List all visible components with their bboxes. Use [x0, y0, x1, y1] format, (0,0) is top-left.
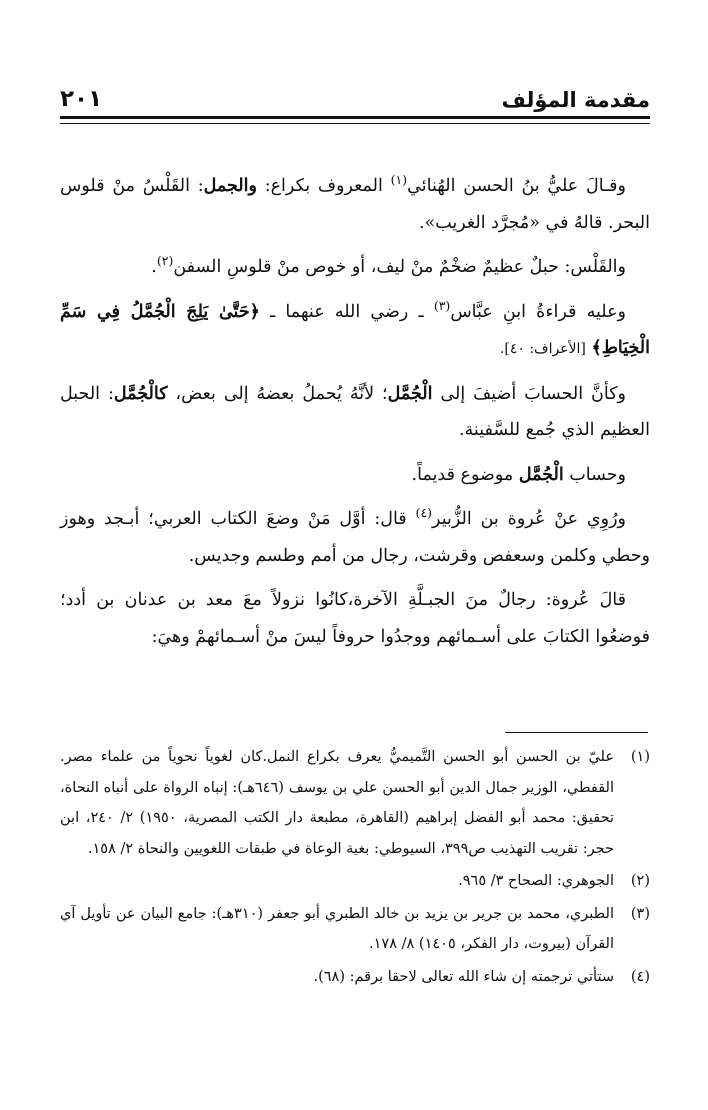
page-number: ٢٠١ [60, 86, 103, 112]
footnote-number: (٤) [630, 968, 650, 985]
footnote-number: (٢) [630, 873, 650, 889]
quran-verse: ﴿حَتَّىٰ يَلِجَ الْجُمَّلُ فِي سَمِّ الْخِيَاطِ﴾ [60, 301, 650, 358]
verse-citation: [الأعراف: ٤٠]. [499, 341, 586, 357]
footnote [60, 866, 650, 897]
footnote [60, 742, 650, 864]
footnote-text: عليّ بن الحسن أبو الحسن التَّميميُّ يعرف بكراع النمل.كان لغوياً نحوياً من علماء مصر. القفطي، الوزير جمال الدين أبو الحسن علي بن يوسف (٦٤٦هـ): إنباه الرواة على أنباه النحاة، تحقيق: محمد أبو الفضل إبراهيم (القاهرة، مطبعة دار الكتب المصرية، ١٩٥٠) ٢/ ٢٤٠، ابن حجر: تقريب التهذيب ص٣٩٩، السيوطي: بغية الوعاة في طبقات اللغويين والنحاة ٢/ ١٥٨. [60, 749, 614, 857]
paragraph-4 [60, 376, 650, 449]
bold-term-jummal-1: الْجُمَّل [387, 383, 433, 404]
footnote-separator [505, 732, 648, 733]
paragraph-7-text: قالَ عُروة: رجالٌ منَ الجبـلَّةِ الآخرة،كانُوا نزولاً معَ معد بن عدنان بن أدد؛ فوضعُوا الكتابَ على أسـمائهم ووجدُوا حروفاً ليسَ منْ أسـمائهمْ وهيَ: [60, 590, 650, 647]
footnote-number: (٣) [630, 905, 650, 922]
paragraph-1-text-c: : القَلْسُ منْ قلوس البحر. قالهُ في «مُجرَّد الغريب». [60, 176, 650, 233]
paragraph-4-text-a: وكأنَّ الحسابَ أضيفَ إلى [432, 383, 627, 404]
header-rule-thick [60, 116, 650, 119]
paragraph-1-text-b: المعروف بكراع: [256, 176, 391, 196]
paragraph-7 [60, 582, 650, 655]
footnote-number: (١) [630, 749, 650, 765]
main-text [60, 168, 650, 663]
paragraph-1-text-a: وقـالَ عليُّ بنُ الحسن الهُنائي [407, 176, 626, 196]
paragraph-5 [60, 457, 650, 494]
footnote-ref-3: (٣) [433, 297, 451, 313]
page-header [60, 82, 650, 112]
paragraph-5-text-b: موضوع قديماً. [411, 464, 519, 485]
paragraph-3-text-b: ـ رضي الله عنهما ـ [259, 301, 434, 322]
paragraph-5-text-a: وحساب [563, 464, 626, 485]
footnote-ref-1: (١) [390, 172, 408, 188]
footnotes [60, 742, 650, 994]
footnote [60, 962, 650, 993]
footnote-text: الجوهري: الصحاح ٣/ ٩٦٥. [458, 873, 614, 889]
paragraph-2-text-a: والقَلْس: حبلٌ عظيمٌ ضخْمٌ منْ ليف، أو خوص منْ قلوسِ السفن [173, 257, 626, 277]
paragraph-1 [60, 168, 650, 241]
paragraph-6 [60, 501, 650, 574]
bold-term-jummal-2: الْجُمَّل [518, 464, 564, 485]
footnote-ref-2: (٢) [156, 253, 174, 269]
paragraph-6-text-b: قال: أوَّل مَنْ وضعَ الكتاب العربي؛ أبـجد وهوز وحطي وكلمن وسعفص وقرشت، رجال من أمم وطسم وجديس. [60, 509, 650, 566]
paragraph-4-text-b: ؛ لأنَّهُ يُحملُ بعضهُ إلى بعض، [167, 383, 388, 404]
paragraph-6-text-a: ورُوِي عنْ عُروة بن الزُّبير [432, 509, 626, 529]
footnote-text: الطبري، محمد بن جرير بن يزيد بن خالد الطبري أبو جعفر (٣١٠هـ): جامع البيان عن تأويل آي القرآن (بيروت، دار الفكر، ١٤٠٥) ٨/ ١٧٨. [60, 905, 614, 952]
paragraph-2-text-b: . [151, 257, 157, 277]
footnote-ref-4: (٤) [415, 505, 433, 521]
paragraph-4-text-c: : الحبل العظيم الذي جُمع للسَّفينة. [60, 383, 650, 440]
paragraph-3-text-a: وعليه قراءةُ ابنِ عبَّاس [450, 301, 626, 322]
bold-term-kal-jummal: كالْجُمَّل [113, 383, 168, 404]
running-title: مقدمة المؤلف [501, 88, 650, 112]
header-rule-thin [60, 123, 650, 124]
paragraph-3 [60, 294, 650, 368]
footnote-text: ستأتي ترجمته إن شاء الله تعالى لاحقا برقم: (٦٨). [313, 968, 614, 985]
bold-term-jamal: والجمل [203, 176, 257, 196]
paragraph-2 [60, 249, 650, 286]
footnote [60, 899, 650, 960]
